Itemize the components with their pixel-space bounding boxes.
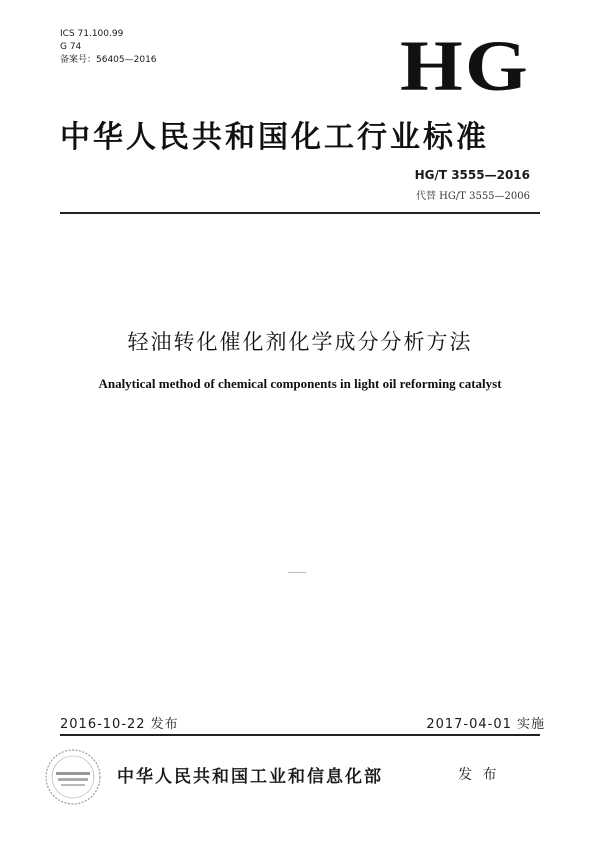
hg-logo: HG bbox=[400, 26, 530, 106]
industry-standard-title: 中华人民共和国化工行业标准 bbox=[60, 120, 489, 155]
issue-label: 发 布 bbox=[458, 767, 500, 783]
ccs-code: G 74 bbox=[60, 42, 82, 52]
document-title-zh: 轻油转化催化剂化学成分分析方法 bbox=[127, 330, 473, 354]
scan-speck bbox=[288, 572, 306, 573]
implement-date: 2017-04-01 实施 bbox=[426, 717, 545, 732]
bottom-divider bbox=[60, 734, 540, 736]
top-divider bbox=[60, 212, 540, 214]
replaces-standard: 代替 HG/T 3555—2006 bbox=[415, 191, 530, 202]
issuing-authority: 中华人民共和国工业和信息化部 bbox=[117, 767, 383, 787]
ics-code: ICS 71.100.99 bbox=[60, 29, 124, 39]
standard-number: HG/T 3555—2016 bbox=[414, 168, 530, 182]
record-number: 备案号：56405—2016 bbox=[60, 55, 157, 65]
watermark-seal-icon bbox=[44, 748, 102, 806]
document-title-en: Analytical method of chemical components in light oil reforming catalyst bbox=[98, 376, 502, 391]
publish-date: 2016-10-22 发布 bbox=[60, 717, 179, 732]
